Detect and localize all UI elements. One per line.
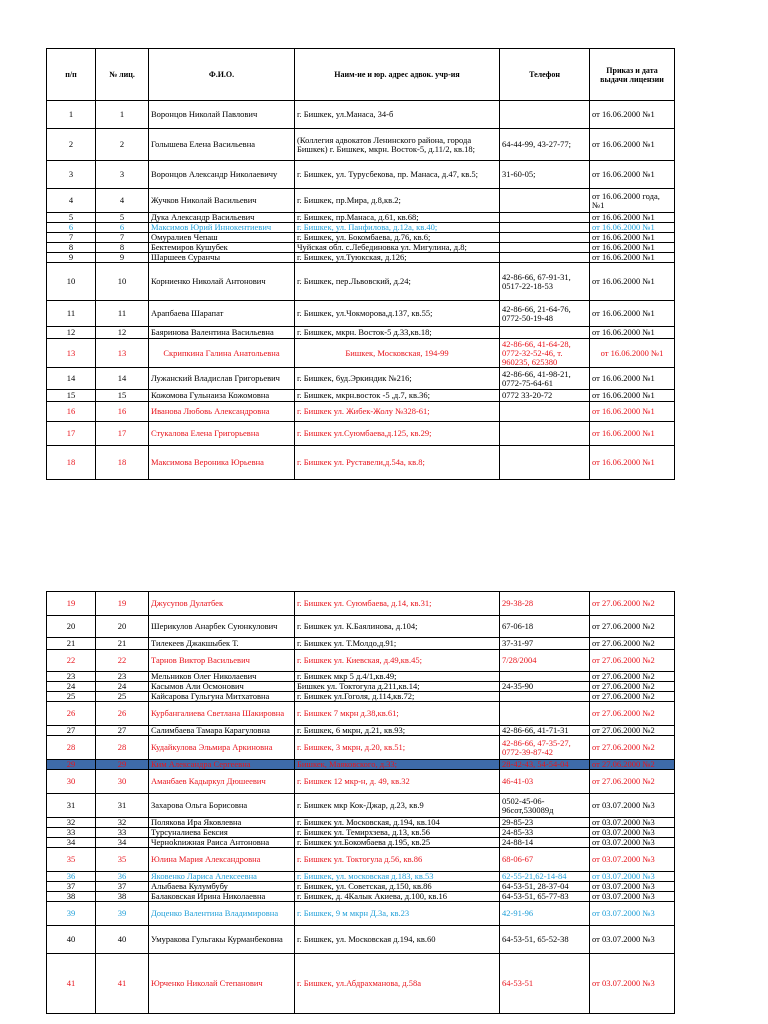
cell-license: 29 bbox=[96, 760, 149, 770]
cell-license: 4 bbox=[96, 189, 149, 213]
cell-license: 15 bbox=[96, 390, 149, 402]
cell-phone bbox=[500, 223, 590, 233]
cell-order: от 16.06.2000 №1 bbox=[590, 301, 675, 327]
cell-phone bbox=[500, 243, 590, 253]
cell-num: 28 bbox=[47, 736, 96, 760]
cell-phone: 42-86-66, 47-35-27, 0772-39-87-42 bbox=[500, 736, 590, 760]
cell-phone: 24-88-14 bbox=[500, 838, 590, 848]
cell-address: г. Бишкек 12 мкр-н, д. 49, кв.32 bbox=[295, 770, 500, 794]
table-row bbox=[47, 161, 675, 189]
cell-name: Максимова Вероника Юрьевна bbox=[149, 446, 295, 480]
cell-phone bbox=[500, 672, 590, 682]
cell-order: от 03.07.2000 №3 bbox=[590, 818, 675, 828]
cell-license: 39 bbox=[96, 902, 149, 926]
cell-name: Корниенко Николай Антонович bbox=[149, 263, 295, 301]
cell-phone: 31-60-05; bbox=[500, 161, 590, 189]
cell-name: Баяринова Валентина Васильевна bbox=[149, 327, 295, 339]
cell-address: г. Бишкек, мкрн.восток -5 ,д.7, кв.36; bbox=[295, 390, 500, 402]
cell-name: Бектемиров Кушубек bbox=[149, 243, 295, 253]
cell-phone: 29-85-23 bbox=[500, 818, 590, 828]
cell-num: 39 bbox=[47, 902, 96, 926]
cell-phone: 64-53-51, 65-52-38 bbox=[500, 926, 590, 954]
cell-order: от 27.06.2000 №2 bbox=[590, 638, 675, 650]
cell-address: (Коллегия адвокатов Ленинского района, города Бишкек) г. Бишкек, мкрн. Восток-5, д.11/2, кв.18; bbox=[295, 129, 500, 161]
cell-address: г. Бишкек, д. 4Калык Акиева, д.100, кв.16 bbox=[295, 892, 500, 902]
cell-order: от 16.06.2000 №1 bbox=[590, 243, 675, 253]
cell-num: 2 bbox=[47, 129, 96, 161]
cell-num: 24 bbox=[47, 682, 96, 692]
cell-num: 5 bbox=[47, 213, 96, 223]
table-row bbox=[47, 253, 675, 263]
cell-name: Касымов Али Осмонович bbox=[149, 682, 295, 692]
cell-num: 38 bbox=[47, 892, 96, 902]
cell-address: г. Бишкек ул.Бокомбаева д.195, кв.25 bbox=[295, 838, 500, 848]
cell-address: г. Бишкек, ул. Московская д.194, кв.60 bbox=[295, 926, 500, 954]
table-row bbox=[47, 872, 675, 882]
table-row bbox=[47, 828, 675, 838]
cell-order: от 27.06.2000 №2 bbox=[590, 672, 675, 682]
cell-address: г. Бишкек, пер.Львовский, д.24; bbox=[295, 263, 500, 301]
col-header-address: Наим-ие и юр. адрес адвок. учр-ия bbox=[295, 49, 500, 101]
cell-address: г. Бишкек ул. Темирхзева, д.13, кв.56 bbox=[295, 828, 500, 838]
cell-name: Кожомова Гульнаиза Кожомовна bbox=[149, 390, 295, 402]
cell-order: от 03.07.2000 №3 bbox=[590, 872, 675, 882]
cell-address: Бишкек, Московская, 194-99 bbox=[295, 339, 500, 368]
table-row bbox=[47, 368, 675, 390]
table-row bbox=[47, 213, 675, 223]
cell-address: г. Бишкек, пр.Мира, д.8,кв.2; bbox=[295, 189, 500, 213]
cell-license: 7 bbox=[96, 233, 149, 243]
cell-name: Доценко Валентина Владимировна bbox=[149, 902, 295, 926]
table-row bbox=[47, 390, 675, 402]
cell-address: г. Бишкек мкр Кок-Джар, д.23, кв.9 bbox=[295, 794, 500, 818]
table-row bbox=[47, 770, 675, 794]
cell-name: Лужанский Владислав Григорьевич bbox=[149, 368, 295, 390]
cell-address: г. Бишкек, ул.Манаса, 34-б bbox=[295, 101, 500, 129]
cell-order: от 16.06.2000 №1 bbox=[590, 213, 675, 223]
cell-order: от 16.06.2000 №1 bbox=[590, 327, 675, 339]
cell-order: от 16.06.2000 года, №1 bbox=[590, 189, 675, 213]
cell-license: 9 bbox=[96, 253, 149, 263]
cell-name: Черноknижная Раиса Антоновна bbox=[149, 838, 295, 848]
cell-phone: 29-38-28 bbox=[500, 592, 590, 616]
cell-phone: 68-06-67 bbox=[500, 848, 590, 872]
cell-name: Шаршеев Суранчы bbox=[149, 253, 295, 263]
cell-license: 32 bbox=[96, 818, 149, 828]
table-row bbox=[47, 702, 675, 726]
table-row bbox=[47, 616, 675, 638]
cell-phone: 42-86-66, 41-98-21, 0772-75-64-61 bbox=[500, 368, 590, 390]
cell-license: 19 bbox=[96, 592, 149, 616]
table-row bbox=[47, 189, 675, 213]
cell-phone bbox=[500, 422, 590, 446]
cell-license: 41 bbox=[96, 954, 149, 1014]
table-row bbox=[47, 902, 675, 926]
cell-phone: 42-86-66, 21-64-76, 0772-50-19-48 bbox=[500, 301, 590, 327]
cell-phone bbox=[500, 233, 590, 243]
cell-order: от 03.07.2000 №3 bbox=[590, 828, 675, 838]
cell-order: от 16.06.2000 №1 bbox=[590, 253, 675, 263]
cell-order: от 03.07.2000 №3 bbox=[590, 892, 675, 902]
cell-name: Юрченко Николай Степанович bbox=[149, 954, 295, 1014]
cell-order: от 16.06.2000 №1 bbox=[590, 161, 675, 189]
cell-license: 33 bbox=[96, 828, 149, 838]
cell-name: Воронцов Николай Павлович bbox=[149, 101, 295, 129]
cell-phone: 64-53-51 bbox=[500, 954, 590, 1014]
cell-address: г. Бишкек, ул. московская д.183, кв.53 bbox=[295, 872, 500, 882]
cell-phone: 67-06-18 bbox=[500, 616, 590, 638]
cell-name: Умуракова Гульгакы Курманбековна bbox=[149, 926, 295, 954]
cell-name: Турсуналиева Бексия bbox=[149, 828, 295, 838]
table-row bbox=[47, 692, 675, 702]
cell-address: Бишкек, Маяковского, д.33; bbox=[295, 760, 500, 770]
cell-address: г. Бишкек, 6 мкрн, д.21, кв.93; bbox=[295, 726, 500, 736]
cell-license: 2 bbox=[96, 129, 149, 161]
cell-license: 11 bbox=[96, 301, 149, 327]
cell-order: от 27.06.2000 №2 bbox=[590, 692, 675, 702]
cell-order: от 16.06.2000 №1 bbox=[590, 263, 675, 301]
cell-num: 8 bbox=[47, 243, 96, 253]
table-row bbox=[47, 263, 675, 301]
table-row bbox=[47, 682, 675, 692]
table-row bbox=[47, 954, 675, 1014]
cell-num: 34 bbox=[47, 838, 96, 848]
cell-address: г. Бишкек 7 мкрн д.38,кв.61; bbox=[295, 702, 500, 726]
cell-phone bbox=[500, 253, 590, 263]
cell-num: 18 bbox=[47, 446, 96, 480]
table-row bbox=[47, 848, 675, 872]
cell-num: 16 bbox=[47, 402, 96, 422]
cell-name: Скрипкина Галина Анатольевна bbox=[149, 339, 295, 368]
cell-order: от 03.07.2000 №3 bbox=[590, 838, 675, 848]
cell-license: 25 bbox=[96, 692, 149, 702]
cell-license: 6 bbox=[96, 223, 149, 233]
cell-address: г. Бишкек ул. Т.Молдо,д.91; bbox=[295, 638, 500, 650]
col-header-order: Приказ и дата выдачи лицензии bbox=[590, 49, 675, 101]
cell-phone: 42-86-66, 41-71-31 bbox=[500, 726, 590, 736]
cell-order: от 27.06.2000 №2 bbox=[590, 760, 675, 770]
cell-license: 38 bbox=[96, 892, 149, 902]
cell-phone: 42-91-96 bbox=[500, 902, 590, 926]
cell-order: от 03.07.2000 №3 bbox=[590, 794, 675, 818]
table-row bbox=[47, 760, 675, 770]
cell-num: 20 bbox=[47, 616, 96, 638]
table-row bbox=[47, 592, 675, 616]
cell-license: 18 bbox=[96, 446, 149, 480]
cell-license: 3 bbox=[96, 161, 149, 189]
cell-phone bbox=[500, 327, 590, 339]
cell-num: 35 bbox=[47, 848, 96, 872]
cell-phone bbox=[500, 702, 590, 726]
cell-num: 30 bbox=[47, 770, 96, 794]
cell-phone bbox=[500, 101, 590, 129]
cell-name: Тилекеев Джакшыбек Т. bbox=[149, 638, 295, 650]
cell-num: 3 bbox=[47, 161, 96, 189]
cell-name: Кудайкулова Эльмира Аркиновна bbox=[149, 736, 295, 760]
cell-order: от 27.06.2000 №2 bbox=[590, 616, 675, 638]
cell-num: 7 bbox=[47, 233, 96, 243]
cell-num: 31 bbox=[47, 794, 96, 818]
cell-phone: 0772 33-20-72 bbox=[500, 390, 590, 402]
cell-phone: 64-44-99, 43-27-77; bbox=[500, 129, 590, 161]
cell-name: Стукалова Елена Григорьевна bbox=[149, 422, 295, 446]
table-row bbox=[47, 422, 675, 446]
cell-num: 4 bbox=[47, 189, 96, 213]
cell-name: Захарова Ольга Борисовна bbox=[149, 794, 295, 818]
cell-num: 14 bbox=[47, 368, 96, 390]
cell-num: 9 bbox=[47, 253, 96, 263]
cell-name: Воронцов Александр Николаевичу bbox=[149, 161, 295, 189]
cell-order: от 03.07.2000 №3 bbox=[590, 954, 675, 1014]
cell-name: Аманбаев Кадыркул Дюшеевич bbox=[149, 770, 295, 794]
table-row bbox=[47, 301, 675, 327]
cell-phone: 42-86-66, 67-91-31, 0517-22-18-53 bbox=[500, 263, 590, 301]
table-row bbox=[47, 672, 675, 682]
cell-license: 12 bbox=[96, 327, 149, 339]
cell-license: 16 bbox=[96, 402, 149, 422]
cell-address: г. Бишкек, ул.Чокморова,д.137, кв.55; bbox=[295, 301, 500, 327]
cell-address: г. Бишкек, ул. Турусбекова, пр. Манаса, д.47, кв.5; bbox=[295, 161, 500, 189]
cell-name: Максимов Юрий Иннокентиевич bbox=[149, 223, 295, 233]
cell-license: 40 bbox=[96, 926, 149, 954]
cell-address: г. Бишкек, ул.Туюкская, д.126; bbox=[295, 253, 500, 263]
cell-num: 23 bbox=[47, 672, 96, 682]
cell-license: 26 bbox=[96, 702, 149, 726]
cell-name: Ким Александра Сергеевна bbox=[149, 760, 295, 770]
cell-num: 10 bbox=[47, 263, 96, 301]
license-table-1 bbox=[46, 48, 675, 480]
cell-license: 37 bbox=[96, 882, 149, 892]
cell-num: 25 bbox=[47, 692, 96, 702]
table-row bbox=[47, 223, 675, 233]
col-header-num: п/п bbox=[47, 49, 96, 101]
cell-name: Кайсарова Гульгуна Митхатовна bbox=[149, 692, 295, 702]
cell-name: Салимбаева Тамара Карагуловна bbox=[149, 726, 295, 736]
license-table-2 bbox=[46, 591, 675, 1014]
cell-order: от 03.07.2000 №3 bbox=[590, 848, 675, 872]
cell-num: 40 bbox=[47, 926, 96, 954]
cell-name: Голышева Елена Васильевна bbox=[149, 129, 295, 161]
cell-address: г. Бишкек ул. Московская, д.194, кв.104 bbox=[295, 818, 500, 828]
cell-address: г. Бишкек мкр 5 д.4/1,кв.49; bbox=[295, 672, 500, 682]
cell-license: 34 bbox=[96, 838, 149, 848]
cell-name: Юлина Мария Александровна bbox=[149, 848, 295, 872]
table-row bbox=[47, 327, 675, 339]
cell-address: г. Бишкек, ул. Панфилова, д.12а, кв.40; bbox=[295, 223, 500, 233]
cell-name: Жучков Николай Васильевич bbox=[149, 189, 295, 213]
table-row bbox=[47, 726, 675, 736]
cell-order: от 16.06.2000 №1 bbox=[590, 129, 675, 161]
cell-phone bbox=[500, 446, 590, 480]
cell-num: 19 bbox=[47, 592, 96, 616]
cell-order: от 16.06.2000 №1 bbox=[590, 233, 675, 243]
cell-name: Алыбаева Кулумбубу bbox=[149, 882, 295, 892]
table-header-row bbox=[47, 49, 675, 101]
cell-name: Джусупов Дулатбек bbox=[149, 592, 295, 616]
cell-phone: 62-55-21,62-14-84 bbox=[500, 872, 590, 882]
cell-name: Иванова Любовь Александровна bbox=[149, 402, 295, 422]
cell-license: 22 bbox=[96, 650, 149, 672]
table-row bbox=[47, 638, 675, 650]
cell-num: 6 bbox=[47, 223, 96, 233]
cell-phone: 24-85-33 bbox=[500, 828, 590, 838]
cell-num: 33 bbox=[47, 828, 96, 838]
cell-phone bbox=[500, 189, 590, 213]
cell-address: г. Бишкек, 9 м мкрн Д.3а, кв.23 bbox=[295, 902, 500, 926]
cell-license: 30 bbox=[96, 770, 149, 794]
cell-num: 15 bbox=[47, 390, 96, 402]
cell-license: 5 bbox=[96, 213, 149, 223]
cell-order: от 16.06.2000 №1 bbox=[590, 101, 675, 129]
cell-name: Мельников Олег Николаевич bbox=[149, 672, 295, 682]
cell-address: г. Бишкек ул. Токтогула д.56, кв.86 bbox=[295, 848, 500, 872]
cell-address: г. Бишкек, 3 мкрн, д.20, кв.51; bbox=[295, 736, 500, 760]
cell-name: Полякова Ира Яковлевна bbox=[149, 818, 295, 828]
cell-num: 22 bbox=[47, 650, 96, 672]
cell-phone: 24-35-90 bbox=[500, 682, 590, 692]
cell-name: Омуралиев Чепаш bbox=[149, 233, 295, 243]
cell-order: от 27.06.2000 №2 bbox=[590, 682, 675, 692]
cell-order: от 27.06.2000 №2 bbox=[590, 770, 675, 794]
cell-license: 23 bbox=[96, 672, 149, 682]
cell-phone: 64-53-51, 28-37-04 bbox=[500, 882, 590, 892]
cell-num: 37 bbox=[47, 882, 96, 892]
cell-phone: 64-53-51, 65-77-83 bbox=[500, 892, 590, 902]
table-row bbox=[47, 882, 675, 892]
cell-order: от 03.07.2000 №3 bbox=[590, 882, 675, 892]
cell-license: 24 bbox=[96, 682, 149, 692]
table-row bbox=[47, 101, 675, 129]
cell-license: 1 bbox=[96, 101, 149, 129]
cell-address: г. Бишкек, ул. Бокомбаева, д.76, кв.6; bbox=[295, 233, 500, 243]
cell-order: от 03.07.2000 №3 bbox=[590, 902, 675, 926]
cell-license: 20 bbox=[96, 616, 149, 638]
cell-num: 17 bbox=[47, 422, 96, 446]
table-row bbox=[47, 446, 675, 480]
cell-phone bbox=[500, 692, 590, 702]
cell-address: г. Бишкек, ул.Абдрахманова, д.58а bbox=[295, 954, 500, 1014]
cell-address: г. Бишкек ул. Суюмбаева, д.14, кв.31; bbox=[295, 592, 500, 616]
cell-num: 21 bbox=[47, 638, 96, 650]
cell-name: Тарнов Виктор Васильевич bbox=[149, 650, 295, 672]
cell-phone: 0502-45-06-96сот,530089д bbox=[500, 794, 590, 818]
cell-order: от 27.06.2000 №2 bbox=[590, 592, 675, 616]
col-header-license: № лиц. bbox=[96, 49, 149, 101]
cell-order: от 16.06.2000 №1 bbox=[590, 446, 675, 480]
cell-order: от 16.06.2000 №1 bbox=[590, 368, 675, 390]
cell-name: Арапбаева Шарапат bbox=[149, 301, 295, 327]
cell-num: 1 bbox=[47, 101, 96, 129]
cell-address: г. Бишкек, 6уд.Эркиндик №216; bbox=[295, 368, 500, 390]
cell-license: 31 bbox=[96, 794, 149, 818]
cell-num: 29 bbox=[47, 760, 96, 770]
cell-license: 28 bbox=[96, 736, 149, 760]
table-row bbox=[47, 129, 675, 161]
table-row bbox=[47, 818, 675, 828]
col-header-name: Ф.И.О. bbox=[149, 49, 295, 101]
cell-name: Курбангалиева Светлана Шакировна bbox=[149, 702, 295, 726]
cell-license: 13 bbox=[96, 339, 149, 368]
cell-address: г. Бишкек, ул. Советская, д.150, кв.86 bbox=[295, 882, 500, 892]
cell-address: г. Бишкек ул.Гоголя, д.114,кв.72; bbox=[295, 692, 500, 702]
cell-num: 32 bbox=[47, 818, 96, 828]
cell-num: 36 bbox=[47, 872, 96, 882]
cell-license: 35 bbox=[96, 848, 149, 872]
cell-name: Шерикулов Анарбек Суюнкулович bbox=[149, 616, 295, 638]
cell-phone bbox=[500, 402, 590, 422]
col-header-phone: Телефон bbox=[500, 49, 590, 101]
cell-num: 13 bbox=[47, 339, 96, 368]
cell-address: г. Бишкек ул.Суюмбаева,д.125, кв.29; bbox=[295, 422, 500, 446]
cell-phone: 42-86-66, 41-64-28, 0772-32-52-46, т. 960235, 625380 bbox=[500, 339, 590, 368]
cell-license: 36 bbox=[96, 872, 149, 882]
cell-order: от 27.06.2000 №2 bbox=[590, 702, 675, 726]
cell-order: от 27.06.2000 №2 bbox=[590, 736, 675, 760]
cell-address: г. Бишкек ул. Жибек-Жолу №328-61; bbox=[295, 402, 500, 422]
cell-order: от 16.06.2000 №1 bbox=[590, 390, 675, 402]
cell-order: от 16.06.2000 №1 bbox=[590, 422, 675, 446]
cell-order: от 16.06.2000 №1 bbox=[590, 339, 675, 368]
cell-license: 17 bbox=[96, 422, 149, 446]
cell-order: от 27.06.2000 №2 bbox=[590, 650, 675, 672]
cell-address: г. Бишкек, мкрн. Восток-5 д.33,кв.18; bbox=[295, 327, 500, 339]
cell-name: Яковенко Лариса Алексеевна bbox=[149, 872, 295, 882]
cell-name: Балаковская Ирина Николаевна bbox=[149, 892, 295, 902]
cell-phone: 46-41-03 bbox=[500, 770, 590, 794]
cell-num: 11 bbox=[47, 301, 96, 327]
table-row bbox=[47, 794, 675, 818]
cell-order: от 16.06.2000 №1 bbox=[590, 223, 675, 233]
cell-phone: 7/28/2004 bbox=[500, 650, 590, 672]
cell-license: 27 bbox=[96, 726, 149, 736]
table-row bbox=[47, 892, 675, 902]
cell-address: г. Бишкек ул. Руставели,д.54а, кв.8; bbox=[295, 446, 500, 480]
cell-address: Чуйская обл. с.Лебединовка ул. Мигулина, д.8; bbox=[295, 243, 500, 253]
table-row bbox=[47, 233, 675, 243]
cell-license: 10 bbox=[96, 263, 149, 301]
cell-num: 26 bbox=[47, 702, 96, 726]
cell-num: 27 bbox=[47, 726, 96, 736]
table-row bbox=[47, 243, 675, 253]
table-row bbox=[47, 339, 675, 368]
cell-license: 21 bbox=[96, 638, 149, 650]
cell-address: г. Бишкек, пр.Манаса, д.61, кв.68; bbox=[295, 213, 500, 223]
table-row bbox=[47, 650, 675, 672]
cell-num: 41 bbox=[47, 954, 96, 1014]
cell-license: 8 bbox=[96, 243, 149, 253]
table-row bbox=[47, 402, 675, 422]
cell-address: г. Бишкек ул. Киевская, д.49,кв.45; bbox=[295, 650, 500, 672]
table-row bbox=[47, 926, 675, 954]
cell-order: от 27.06.2000 №2 bbox=[590, 726, 675, 736]
cell-order: от 16.06.2000 №1 bbox=[590, 402, 675, 422]
cell-phone: 37-31-97 bbox=[500, 638, 590, 650]
cell-address: г. Бишкек ул. К.Баялинова, д.104; bbox=[295, 616, 500, 638]
table-row bbox=[47, 736, 675, 760]
cell-order: от 03.07.2000 №3 bbox=[590, 926, 675, 954]
cell-phone: 28-42-43, 54-54-04 bbox=[500, 760, 590, 770]
table-row bbox=[47, 838, 675, 848]
cell-phone bbox=[500, 213, 590, 223]
cell-num: 12 bbox=[47, 327, 96, 339]
cell-address: Бишкек ул. Токтогула д.211,кв.14; bbox=[295, 682, 500, 692]
cell-license: 14 bbox=[96, 368, 149, 390]
cell-name: Дука Александр Васильевич bbox=[149, 213, 295, 223]
